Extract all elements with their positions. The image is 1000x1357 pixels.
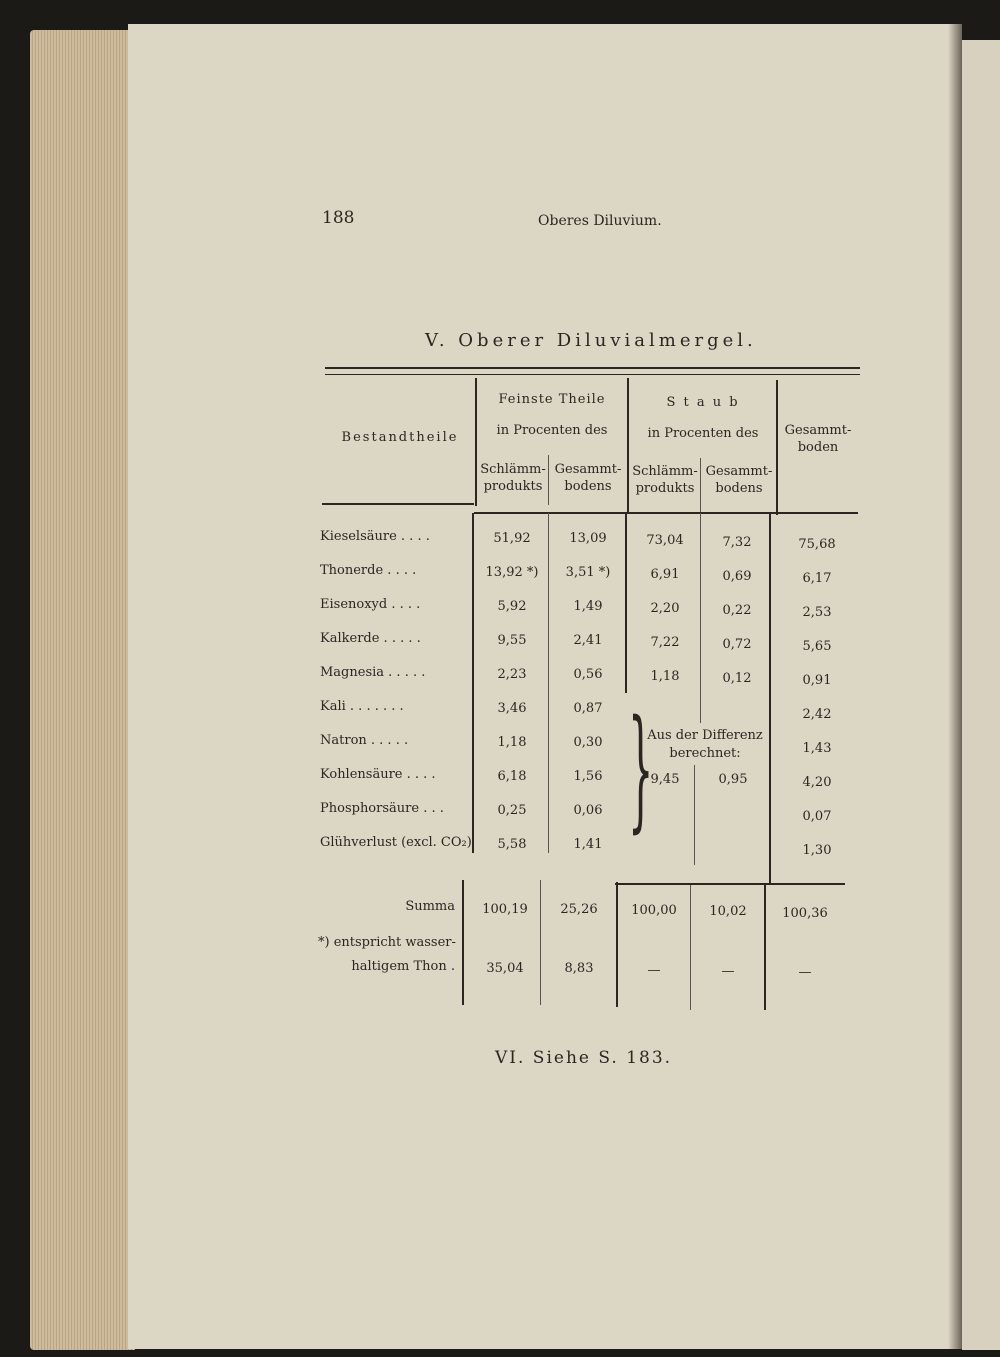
row-label: Phosphorsäure . . . [320, 801, 444, 816]
row-label: Eisenoxyd . . . . [320, 597, 421, 612]
cell-c5: 5,65 [802, 639, 832, 654]
cell-c1: 6,18 [497, 769, 527, 784]
running-head: Oberes Diluvium. [538, 213, 662, 229]
cell-c5: 75,68 [798, 537, 836, 552]
cell-c2: 2,41 [573, 633, 603, 648]
header-gesammtboden: Gesammt-boden [784, 423, 852, 455]
cell-c5: 0,07 [802, 809, 832, 824]
footnote-label-2: haltigem Thon . [351, 959, 455, 974]
cell-c5: 1,30 [802, 843, 832, 858]
footnote-c1: 35,04 [486, 961, 524, 976]
cell-c1: 2,23 [497, 667, 527, 682]
facing-page [962, 40, 1000, 1350]
header-staub: S t a u b [666, 395, 740, 410]
summa-c4: 10,02 [709, 904, 747, 919]
cell-c2: 3,51 *) [565, 565, 611, 580]
cell-c5: 0,91 [802, 673, 832, 688]
cell-c1: 5,58 [497, 837, 527, 852]
cell-c1: 5,92 [497, 599, 527, 614]
cell-c3: 7,22 [650, 635, 680, 650]
cell-c1: 0,25 [497, 803, 527, 818]
page-number: 188 [322, 208, 355, 228]
header-feinste-sub: in Procenten des [496, 423, 608, 438]
header-feinste-theile: Feinste Theile [498, 392, 606, 407]
summa-label: Summa [405, 899, 455, 914]
cell-c2: 1,49 [573, 599, 603, 614]
row-label: Thonerde . . . . [320, 563, 417, 578]
summa-c1: 100,19 [482, 902, 528, 917]
summa-c2: 25,26 [560, 902, 598, 917]
header-schlaemm-1: Schlämm-produkts [480, 462, 546, 494]
footnote-c3: — [647, 963, 661, 978]
cell-c4: 7,32 [722, 535, 752, 550]
cell-c5: 1,43 [802, 741, 832, 756]
row-label: Natron . . . . . [320, 733, 409, 748]
row-label: Kohlensäure . . . . [320, 767, 436, 782]
footnote-c5: — [798, 965, 812, 980]
table-title: V. Oberer Diluvialmergel. [425, 330, 757, 351]
row-label: Kalkerde . . . . . [320, 631, 421, 646]
cell-c3: 6,91 [650, 567, 680, 582]
cell-c2: 1,41 [573, 837, 603, 852]
cell-c3: 1,18 [650, 669, 680, 684]
cell-c3: 2,20 [650, 601, 680, 616]
next-section-note: VI. Siehe S. 183. [495, 1048, 673, 1068]
cell-c2: 0,87 [573, 701, 603, 716]
cell-c4: 0,12 [722, 671, 752, 686]
row-label: Kieselsäure . . . . [320, 529, 430, 544]
cell-c5: 2,53 [802, 605, 832, 620]
cell-c4: 0,72 [722, 637, 752, 652]
row-label: Magnesia . . . . . [320, 665, 426, 680]
cell-c1: 9,55 [497, 633, 527, 648]
footnote-label-1: *) entspricht wasser- [318, 935, 456, 950]
cell-c5: 6,17 [802, 571, 832, 586]
differenz-c3: 9,45 [650, 772, 680, 787]
cell-c1: 3,46 [497, 701, 527, 716]
cell-c4: 0,69 [722, 569, 752, 584]
cell-c1: 13,92 *) [485, 565, 539, 580]
page-edges [30, 30, 135, 1350]
header-staub-sub: in Procenten des [647, 426, 759, 441]
cell-c2: 0,56 [573, 667, 603, 682]
cell-c4: 0,22 [722, 603, 752, 618]
cell-c5: 2,42 [802, 707, 832, 722]
differenz-c4: 0,95 [718, 772, 748, 787]
footnote-c4: — [721, 964, 735, 979]
cell-c2: 0,30 [573, 735, 603, 750]
header-gesammt-2: Gesammt-bodens [705, 464, 773, 496]
footnote-c2: 8,83 [564, 961, 594, 976]
header-schlaemm-2: Schlämm-produkts [632, 464, 698, 496]
curly-brace: } [628, 695, 654, 847]
header-gesammt-1: Gesammt-bodens [554, 462, 622, 494]
summa-c3: 100,00 [631, 903, 677, 918]
cell-c3: 73,04 [646, 533, 684, 548]
gutter-shadow [948, 24, 962, 1349]
cell-c2: 13,09 [569, 531, 607, 546]
row-label: Glühverlust (excl. CO₂) [320, 835, 472, 850]
cell-c5: 4,20 [802, 775, 832, 790]
cell-c2: 1,56 [573, 769, 603, 784]
header-bestandtheile: Bestandtheile [341, 430, 459, 445]
cell-c1: 51,92 [493, 531, 531, 546]
row-label: Kali . . . . . . . [320, 699, 404, 714]
cell-c2: 0,06 [573, 803, 603, 818]
differenz-note: Aus der Differenz berechnet: [647, 728, 763, 761]
cell-c1: 1,18 [497, 735, 527, 750]
summa-c5: 100,36 [782, 906, 828, 921]
